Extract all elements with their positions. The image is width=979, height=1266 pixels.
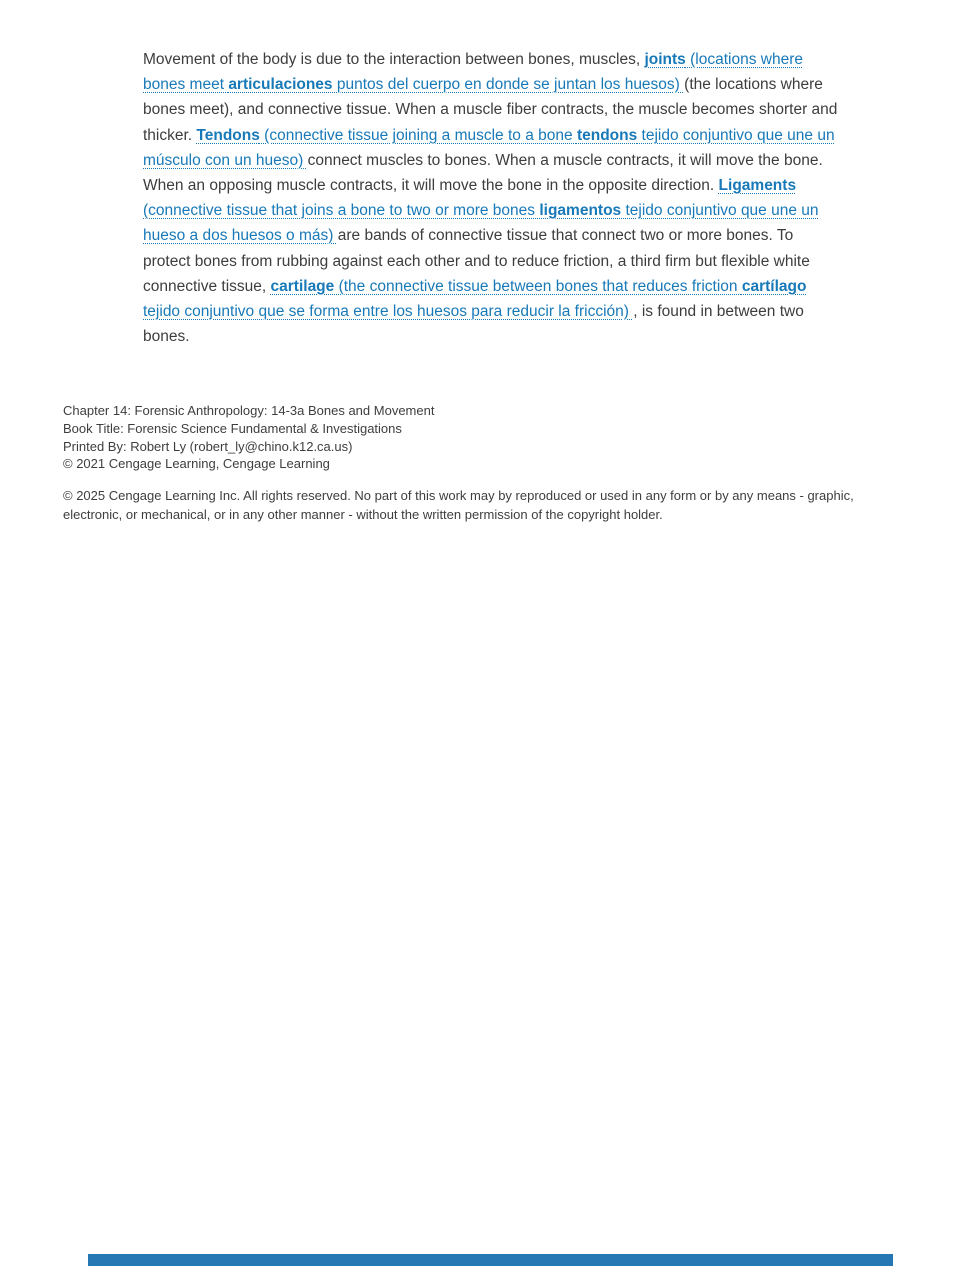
page-bottom-bar xyxy=(88,1254,893,1266)
glossary-definition: (connective tissue that joins a bone to two or more bones xyxy=(143,202,540,220)
glossary-definition-es: tejido conjuntivo que se forma entre los huesos para reducir la fricción) xyxy=(143,303,634,321)
glossary-definition-es: tejido conjuntivo que une un hueso a dos huesos o más) xyxy=(143,202,819,245)
glossary-definition-es: puntos del cuerpo en donde se juntan los huesos) xyxy=(332,76,685,94)
glossary-term-es: cartílago xyxy=(741,277,807,295)
glossary-definition: (locations where bones meet xyxy=(143,51,803,94)
glossary-definition-es: tejido conjuntivo que une un músculo con un hueso) xyxy=(143,126,835,169)
chapter-info: Chapter 14: Forensic Anthropology: 14-3a Bones and Movement xyxy=(63,403,435,418)
text-run: , is found in between two bones. xyxy=(143,303,804,346)
text-run: connect muscles to bones. When a muscle contracts, it will move the bone. When an opposing muscle contracts, it will move the bone in the opposite direction. xyxy=(143,151,823,195)
printed-by: Printed By: Robert Ly (robert_ly@chino.k12.ca.us) xyxy=(63,438,353,454)
glossary-definition: (the connective tissue between bones that reduces friction xyxy=(334,277,742,295)
book-title: Book Title: Forensic Science Fundamental & Investigations xyxy=(63,420,402,436)
copyright-notice: © 2025 Cengage Learning Inc. All rights reserved. No part of this work may by reproduced or used in any form or by any means - graphic, electronic, or mechanical, or in any other manner - without the written permission of the copyright holder. xyxy=(63,488,854,522)
glossary-term: Ligaments xyxy=(718,177,797,195)
glossary-term-es: articulaciones xyxy=(228,76,333,94)
glossary-term: Tendons xyxy=(196,126,260,144)
body-paragraph xyxy=(143,47,839,349)
text-run: (the locations where bones meet), and connective tissue. When a muscle fiber contracts, the muscle becomes shorter and thicker. xyxy=(143,76,838,144)
glossary-term: joints xyxy=(644,51,686,68)
copyright-2021: © 2021 Cengage Learning, Cengage Learning xyxy=(63,456,330,472)
document-meta xyxy=(63,402,434,473)
glossary-definition: (connective tissue joining a muscle to a bone xyxy=(259,126,577,144)
text-run: Movement of the body is due to the interaction between bones, muscles, xyxy=(143,51,645,68)
glossary-term-es: tendons xyxy=(576,126,638,144)
glossary-term-es: ligamentos xyxy=(539,202,622,220)
glossary-term: cartilage xyxy=(270,277,335,295)
text-run: are bands of connective tissue that connect two or more bones. To protect bones from rubbing against each other and to reduce friction, a third firm but flexible white connective tissue, xyxy=(143,227,810,295)
